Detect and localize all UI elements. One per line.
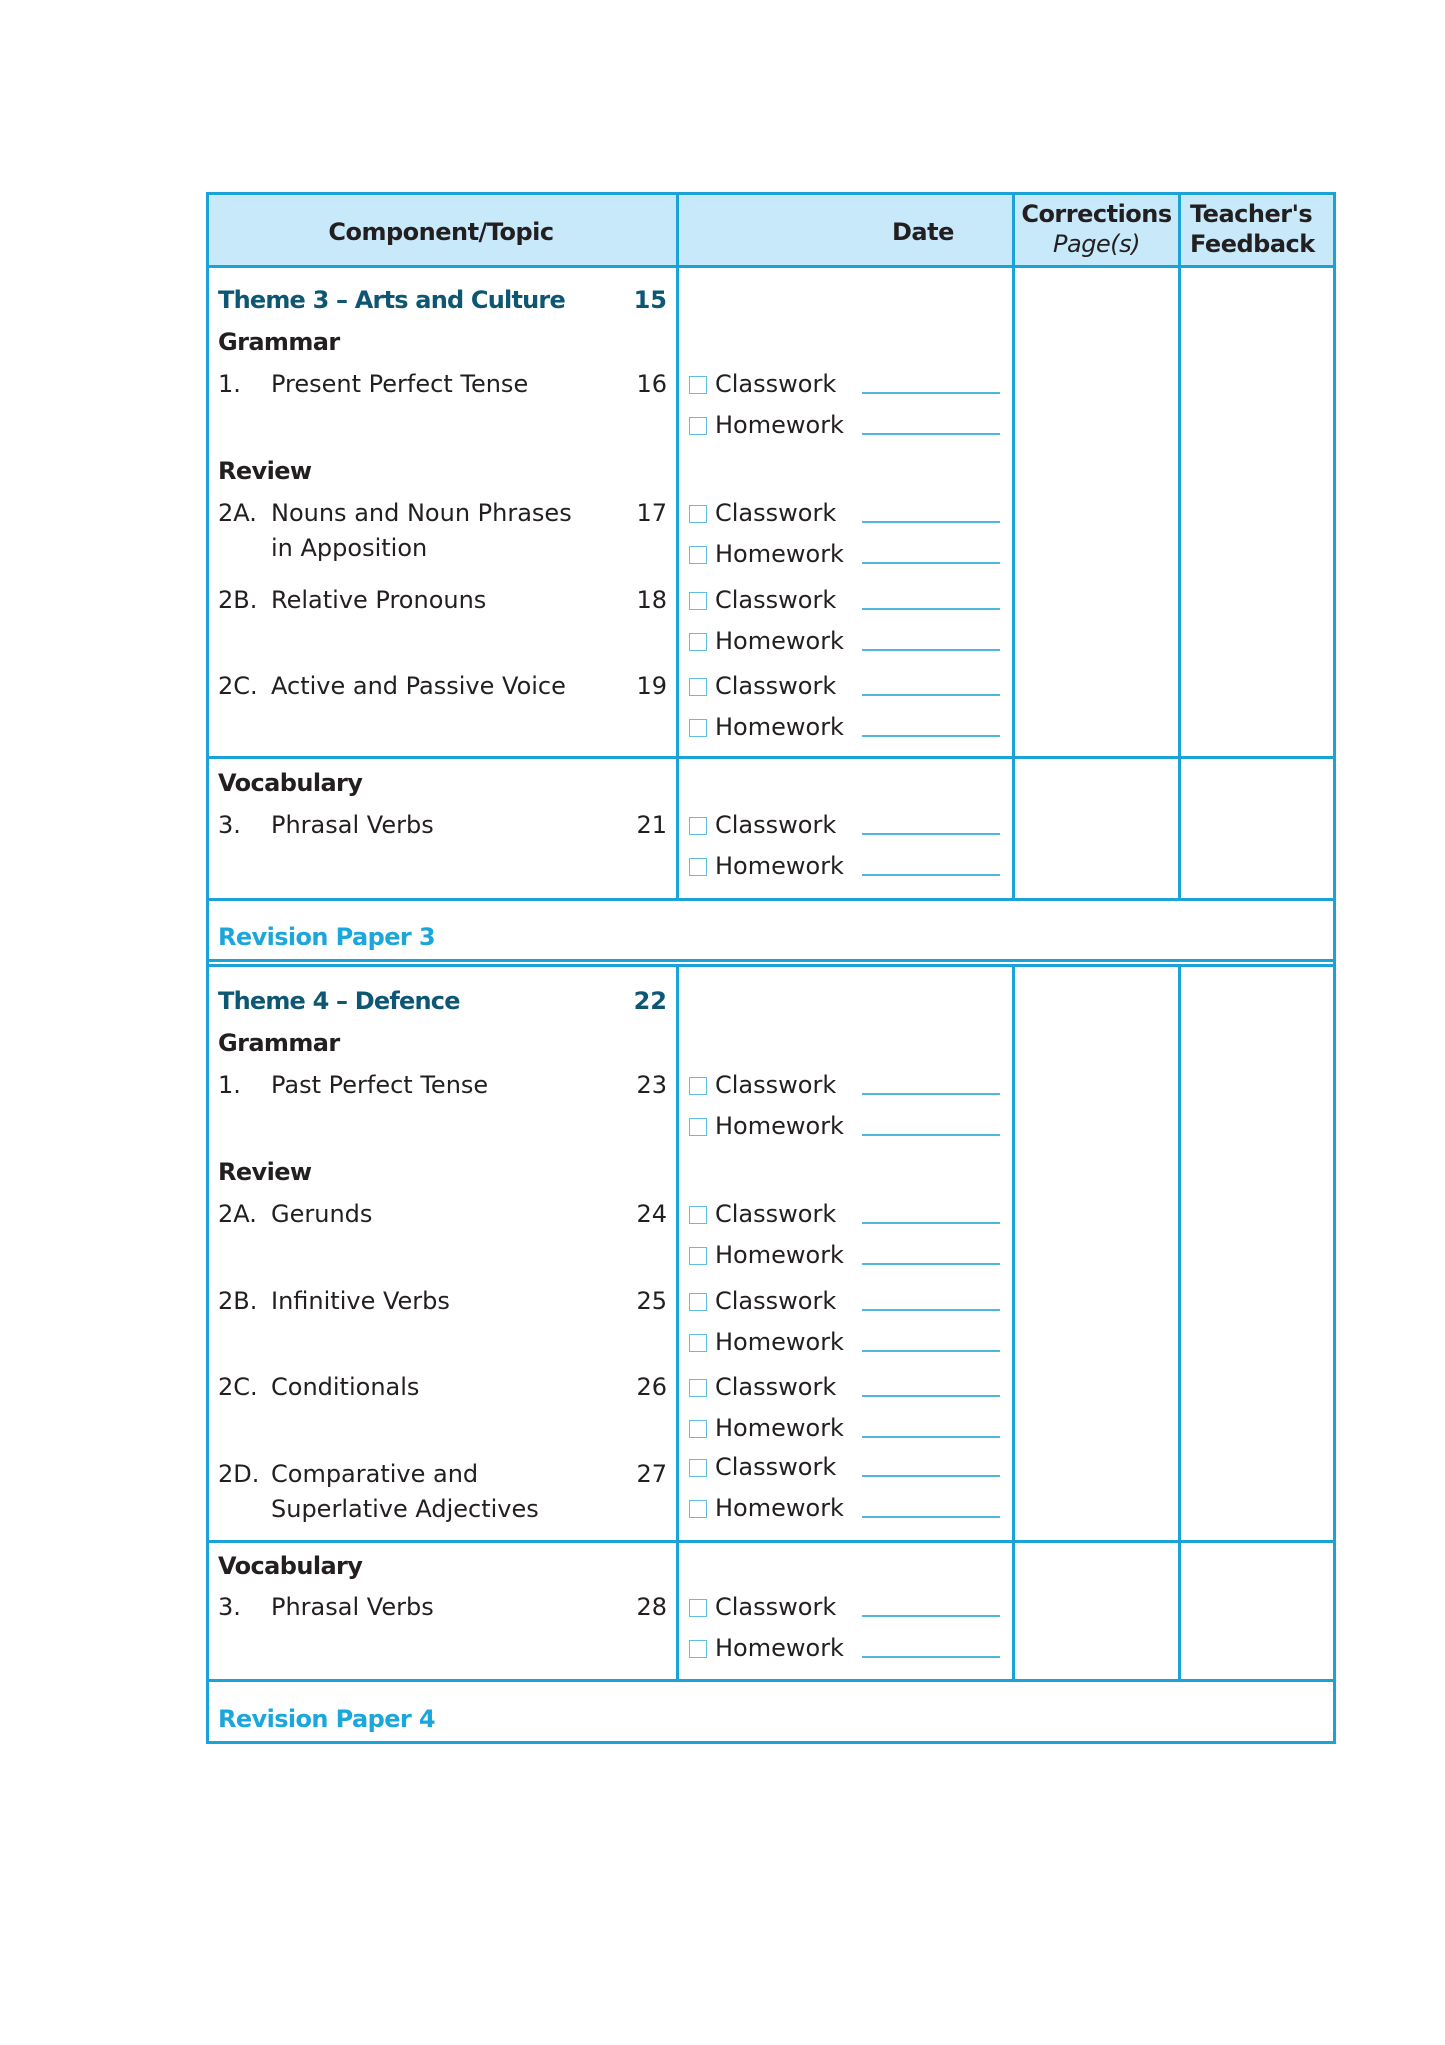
table-border-top: [206, 192, 1336, 195]
vocabulary-heading: Vocabulary: [218, 769, 363, 797]
item-page: 24: [636, 1200, 667, 1228]
homework-checkbox[interactable]: [689, 719, 707, 737]
date-field[interactable]: [862, 1395, 1000, 1397]
date-field[interactable]: [862, 874, 1000, 876]
date-field[interactable]: [862, 1134, 1000, 1136]
homework-checkbox[interactable]: [689, 1500, 707, 1518]
homework-label: Homework: [715, 540, 844, 568]
classwork-label: Classwork: [715, 1453, 837, 1481]
homework-checkbox[interactable]: [689, 633, 707, 651]
classwork-checkbox[interactable]: [689, 817, 707, 835]
item-number: 2C.: [218, 672, 258, 700]
date-field[interactable]: [862, 1093, 1000, 1095]
homework-checkbox[interactable]: [689, 1118, 707, 1136]
date-field[interactable]: [862, 521, 1000, 523]
item-page: 27: [636, 1460, 667, 1488]
date-field[interactable]: [862, 1516, 1000, 1518]
grammar-heading: Grammar: [218, 328, 340, 356]
homework-label: Homework: [715, 1634, 844, 1662]
header-component-topic: Component/Topic: [328, 218, 554, 246]
divider: [206, 1540, 1336, 1543]
theme-3-title: Theme 3 – Arts and Culture: [218, 286, 565, 314]
date-field[interactable]: [862, 1309, 1000, 1311]
header-teacher: Teacher's: [1190, 200, 1313, 228]
homework-label: Homework: [715, 1112, 844, 1140]
item-label: Relative Pronouns: [271, 586, 487, 614]
classwork-checkbox[interactable]: [689, 1459, 707, 1477]
item-number: 2D.: [218, 1460, 260, 1488]
date-field[interactable]: [862, 694, 1000, 696]
homework-label: Homework: [715, 1328, 844, 1356]
header-corrections: Corrections: [1021, 200, 1172, 228]
classwork-checkbox[interactable]: [689, 1599, 707, 1617]
classwork-label: Classwork: [715, 586, 837, 614]
homework-label: Homework: [715, 713, 844, 741]
item-number: 1.: [218, 370, 241, 398]
item-number: 3.: [218, 1593, 241, 1621]
classwork-label: Classwork: [715, 499, 837, 527]
item-label: Past Perfect Tense: [271, 1071, 489, 1099]
classwork-label: Classwork: [715, 1373, 837, 1401]
column-divider: [1012, 964, 1015, 1681]
item-label: Conditionals: [271, 1373, 420, 1401]
date-field[interactable]: [862, 608, 1000, 610]
grammar-heading: Grammar: [218, 1029, 340, 1057]
classwork-checkbox[interactable]: [689, 505, 707, 523]
header-divider: [206, 265, 1336, 268]
item-label: Nouns and Noun Phrases: [271, 499, 572, 527]
column-divider: [676, 192, 679, 900]
date-field[interactable]: [862, 1615, 1000, 1617]
column-divider: [1178, 964, 1181, 1681]
vocabulary-heading: Vocabulary: [218, 1552, 363, 1580]
item-label: Infinitive Verbs: [271, 1287, 450, 1315]
item-page: 21: [636, 811, 667, 839]
item-label: Gerunds: [271, 1200, 373, 1228]
homework-checkbox[interactable]: [689, 1247, 707, 1265]
classwork-label: Classwork: [715, 1287, 837, 1315]
date-field[interactable]: [862, 562, 1000, 564]
classwork-label: Classwork: [715, 370, 837, 398]
header-corrections-pages: Page(s): [1053, 230, 1140, 258]
homework-checkbox[interactable]: [689, 1420, 707, 1438]
date-field[interactable]: [862, 433, 1000, 435]
homework-checkbox[interactable]: [689, 858, 707, 876]
item-page: 19: [636, 672, 667, 700]
date-field[interactable]: [862, 392, 1000, 394]
item-number: 2A.: [218, 1200, 257, 1228]
date-field[interactable]: [862, 649, 1000, 651]
date-field[interactable]: [862, 1350, 1000, 1352]
classwork-label: Classwork: [715, 1071, 837, 1099]
homework-label: Homework: [715, 852, 844, 880]
classwork-label: Classwork: [715, 672, 837, 700]
homework-checkbox[interactable]: [689, 417, 707, 435]
item-number: 2B.: [218, 1287, 258, 1315]
item-number: 2B.: [218, 586, 258, 614]
date-field[interactable]: [862, 833, 1000, 835]
date-field[interactable]: [862, 1436, 1000, 1438]
date-field[interactable]: [862, 1475, 1000, 1477]
item-label-line2: in Apposition: [271, 534, 428, 562]
homework-label: Homework: [715, 411, 844, 439]
item-number: 3.: [218, 811, 241, 839]
revision-paper-4: Revision Paper 4: [218, 1705, 435, 1733]
header-date: Date: [892, 218, 954, 246]
homework-checkbox[interactable]: [689, 546, 707, 564]
theme-4-page: 22: [633, 987, 667, 1015]
item-number: 2A.: [218, 499, 257, 527]
item-page: 28: [636, 1593, 667, 1621]
homework-label: Homework: [715, 1241, 844, 1269]
item-page: 17: [636, 499, 667, 527]
review-heading: Review: [218, 457, 312, 485]
revision-paper-3: Revision Paper 3: [218, 923, 435, 951]
divider: [206, 1679, 1336, 1682]
theme-3-page: 15: [633, 286, 667, 314]
theme-4-title: Theme 4 – Defence: [218, 987, 460, 1015]
classwork-checkbox[interactable]: [689, 1206, 707, 1224]
divider: [206, 964, 1336, 967]
homework-label: Homework: [715, 1414, 844, 1442]
item-page: 26: [636, 1373, 667, 1401]
date-field[interactable]: [862, 1263, 1000, 1265]
classwork-checkbox[interactable]: [689, 592, 707, 610]
item-label-line2: Superlative Adjectives: [271, 1495, 539, 1523]
item-page: 18: [636, 586, 667, 614]
date-field[interactable]: [862, 1222, 1000, 1224]
homework-checkbox[interactable]: [689, 1640, 707, 1658]
header-feedback: Feedback: [1190, 230, 1315, 258]
item-number: 2C.: [218, 1373, 258, 1401]
item-page: 23: [636, 1071, 667, 1099]
item-label: Phrasal Verbs: [271, 1593, 434, 1621]
classwork-label: Classwork: [715, 811, 837, 839]
review-heading: Review: [218, 1158, 312, 1186]
classwork-checkbox[interactable]: [689, 1379, 707, 1397]
classwork-checkbox[interactable]: [689, 1293, 707, 1311]
item-label: Active and Passive Voice: [271, 672, 566, 700]
homework-label: Homework: [715, 1494, 844, 1522]
homework-checkbox[interactable]: [689, 1334, 707, 1352]
item-number: 1.: [218, 1071, 241, 1099]
classwork-checkbox[interactable]: [689, 376, 707, 394]
table-border-left: [206, 192, 209, 1744]
classwork-checkbox[interactable]: [689, 1077, 707, 1095]
item-page: 16: [636, 370, 667, 398]
classwork-label: Classwork: [715, 1593, 837, 1621]
date-field[interactable]: [862, 735, 1000, 737]
divider: [206, 898, 1336, 901]
classwork-checkbox[interactable]: [689, 678, 707, 696]
homework-label: Homework: [715, 627, 844, 655]
classwork-label: Classwork: [715, 1200, 837, 1228]
divider: [206, 756, 1336, 759]
date-field[interactable]: [862, 1656, 1000, 1658]
item-label: Phrasal Verbs: [271, 811, 434, 839]
divider: [206, 959, 1336, 962]
column-divider: [1012, 192, 1015, 900]
item-label: Comparative and: [271, 1460, 479, 1488]
table-border-right: [1333, 192, 1336, 1744]
table-border-bottom: [206, 1741, 1336, 1744]
item-label: Present Perfect Tense: [271, 370, 529, 398]
column-divider: [1178, 192, 1181, 900]
column-divider: [676, 964, 679, 1681]
item-page: 25: [636, 1287, 667, 1315]
